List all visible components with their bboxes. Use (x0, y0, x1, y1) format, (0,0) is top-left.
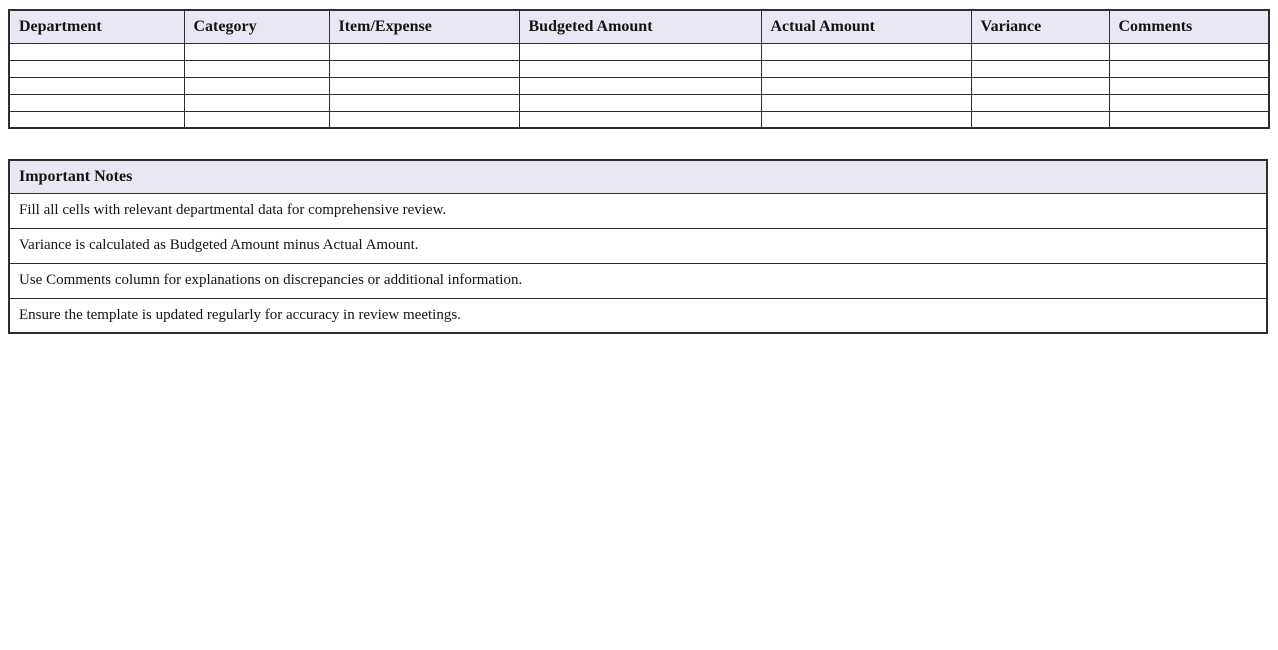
budget-cell[interactable] (9, 111, 184, 128)
note-row (9, 193, 1267, 228)
budget-cell[interactable] (329, 43, 519, 60)
budget-empty-row (9, 77, 1269, 94)
budget-cell[interactable] (971, 94, 1109, 111)
budget-empty-row (9, 60, 1269, 77)
note-item: Variance is calculated as Budgeted Amount minus Actual Amount. (9, 228, 1267, 263)
budget-cell[interactable] (9, 43, 184, 60)
budget-cell[interactable] (971, 43, 1109, 60)
budget-cell[interactable] (9, 77, 184, 94)
budget-cell[interactable] (329, 111, 519, 128)
budget-cell[interactable] (329, 60, 519, 77)
budget-header-department: Department (9, 10, 184, 43)
note-row (9, 298, 1267, 333)
budget-cell[interactable] (1109, 77, 1269, 94)
note-row (9, 263, 1267, 298)
budget-cell[interactable] (1109, 60, 1269, 77)
budget-cell[interactable] (761, 94, 971, 111)
budget-cell[interactable] (519, 43, 761, 60)
budget-cell[interactable] (519, 94, 761, 111)
budget-header-budgeted-amount: Budgeted Amount (519, 10, 761, 43)
budget-cell[interactable] (329, 94, 519, 111)
budget-cell[interactable] (9, 94, 184, 111)
budget-cell[interactable] (184, 94, 329, 111)
budget-cell[interactable] (519, 111, 761, 128)
budget-cell[interactable] (184, 111, 329, 128)
budget-cell[interactable] (184, 60, 329, 77)
notes-table (8, 159, 1268, 334)
notes-header-row (9, 160, 1267, 193)
budget-cell[interactable] (1109, 111, 1269, 128)
budget-table (8, 9, 1270, 129)
budget-empty-row (9, 94, 1269, 111)
budget-header-category: Category (184, 10, 329, 43)
budget-cell[interactable] (184, 43, 329, 60)
notes-title: Important Notes (9, 160, 1267, 193)
budget-cell[interactable] (1109, 43, 1269, 60)
budget-cell[interactable] (519, 60, 761, 77)
budget-cell[interactable] (761, 43, 971, 60)
budget-cell[interactable] (1109, 94, 1269, 111)
budget-header-comments: Comments (1109, 10, 1269, 43)
budget-cell[interactable] (971, 111, 1109, 128)
budget-cell[interactable] (971, 60, 1109, 77)
budget-header-item-expense: Item/Expense (329, 10, 519, 43)
budget-cell[interactable] (761, 77, 971, 94)
budget-cell[interactable] (519, 77, 761, 94)
note-item: Fill all cells with relevant departmental data for comprehensive review. (9, 193, 1267, 228)
budget-cell[interactable] (329, 77, 519, 94)
budget-cell[interactable] (184, 77, 329, 94)
budget-header-variance: Variance (971, 10, 1109, 43)
budget-header-actual-amount: Actual Amount (761, 10, 971, 43)
budget-cell[interactable] (761, 111, 971, 128)
budget-cell[interactable] (9, 60, 184, 77)
note-row (9, 228, 1267, 263)
note-item: Use Comments column for explanations on discrepancies or additional information. (9, 263, 1267, 298)
note-item: Ensure the template is updated regularly for accuracy in review meetings. (9, 298, 1267, 333)
budget-header-row (9, 10, 1269, 43)
budget-empty-row (9, 43, 1269, 60)
budget-cell[interactable] (761, 60, 971, 77)
budget-empty-row (9, 111, 1269, 128)
budget-cell[interactable] (971, 77, 1109, 94)
